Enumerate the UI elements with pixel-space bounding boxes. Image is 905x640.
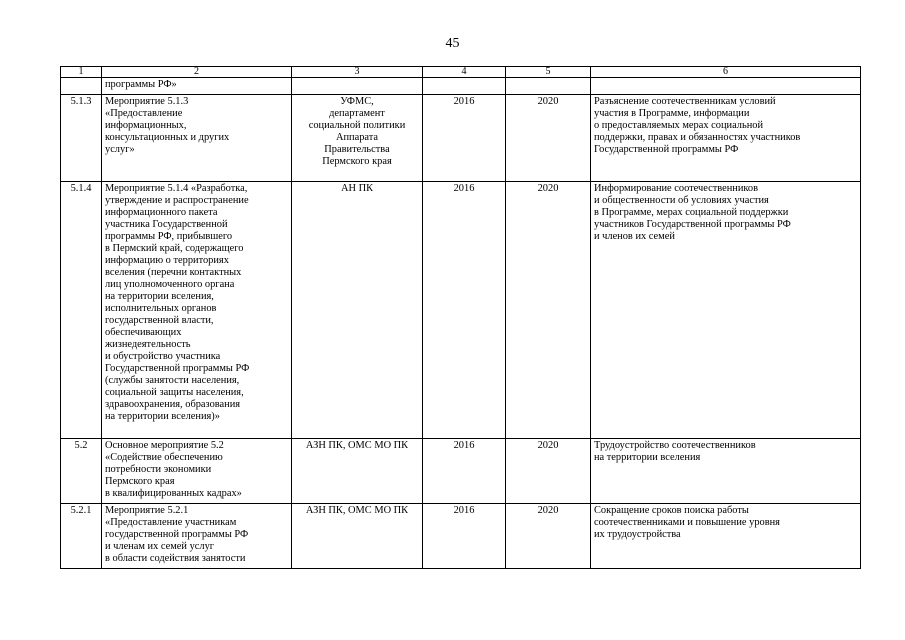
end-year-cell bbox=[506, 78, 591, 95]
row-number-cell bbox=[61, 78, 102, 95]
table-row bbox=[61, 182, 861, 439]
start-year-cell bbox=[423, 78, 506, 95]
activity-name-cell: Основное мероприятие 5.2 «Содействие обеспечению потребности экономики Пермского края в квалифицированных кадрах» bbox=[102, 439, 292, 504]
column-header-5: 5 bbox=[506, 67, 591, 78]
column-header-3: 3 bbox=[292, 67, 423, 78]
end-year-cell: 2020 bbox=[506, 95, 591, 182]
table-header-row bbox=[61, 67, 861, 78]
column-header-1: 1 bbox=[61, 67, 102, 78]
row-number-cell: 5.2.1 bbox=[61, 504, 102, 569]
table-row bbox=[61, 504, 861, 569]
end-year-cell: 2020 bbox=[506, 182, 591, 439]
activity-name-cell: Мероприятие 5.2.1 «Предоставление участникам государственной программы РФ и членам их семей услуг в области содействия занятости bbox=[102, 504, 292, 569]
table-row bbox=[61, 78, 861, 95]
row-number-cell: 5.1.4 bbox=[61, 182, 102, 439]
end-year-cell: 2020 bbox=[506, 439, 591, 504]
table-row bbox=[61, 439, 861, 504]
expected-result-cell: Трудоустройство соотечественников на территории вселения bbox=[591, 439, 861, 504]
row-number-cell: 5.2 bbox=[61, 439, 102, 504]
table-row bbox=[61, 95, 861, 182]
column-header-4: 4 bbox=[423, 67, 506, 78]
end-year-cell: 2020 bbox=[506, 504, 591, 569]
executor-cell bbox=[292, 78, 423, 95]
executor-cell: АН ПК bbox=[292, 182, 423, 439]
start-year-cell: 2016 bbox=[423, 439, 506, 504]
start-year-cell: 2016 bbox=[423, 182, 506, 439]
expected-result-cell: Разъяснение соотечественникам условий участия в Программе, информации о предоставляемых мерах социальной поддержки, правах и обязанностях участников Государственной программы РФ bbox=[591, 95, 861, 182]
activity-name-cell: программы РФ» bbox=[102, 78, 292, 95]
program-activities-table bbox=[60, 66, 861, 569]
activity-name-cell: Мероприятие 5.1.4 «Разработка, утверждение и распространение информационного пакета участника Государственной программы РФ, прибывшего в Пермский край, содержащего информацию о территориях вселения (перечни контактных лиц уполномоченного органа на территории вселения, исполнительных органов государственной власти, обеспечивающих жизнедеятельность и обустройство участника Государственной программы РФ (службы занятости населения, социальной защиты населения, здравоохранения, образования на территории вселения)» bbox=[102, 182, 292, 439]
column-header-2: 2 bbox=[102, 67, 292, 78]
executor-cell: АЗН ПК, ОМС МО ПК bbox=[292, 439, 423, 504]
column-header-6: 6 bbox=[591, 67, 861, 78]
expected-result-cell bbox=[591, 78, 861, 95]
row-number-cell: 5.1.3 bbox=[61, 95, 102, 182]
executor-cell: УФМС, департамент социальной политики Аппарата Правительства Пермского края bbox=[292, 95, 423, 182]
page-number: 45 bbox=[445, 36, 460, 51]
expected-result-cell: Информирование соотечественников и общественности об условиях участия в Программе, мерах социальной поддержки участников Государственной программы РФ и членов их семей bbox=[591, 182, 861, 439]
start-year-cell: 2016 bbox=[423, 95, 506, 182]
executor-cell: АЗН ПК, ОМС МО ПК bbox=[292, 504, 423, 569]
expected-result-cell: Сокращение сроков поиска работы соотечественниками и повышение уровня их трудоустройства bbox=[591, 504, 861, 569]
start-year-cell: 2016 bbox=[423, 504, 506, 569]
activity-name-cell: Мероприятие 5.1.3 «Предоставление информационных, консультационных и других услуг» bbox=[102, 95, 292, 182]
